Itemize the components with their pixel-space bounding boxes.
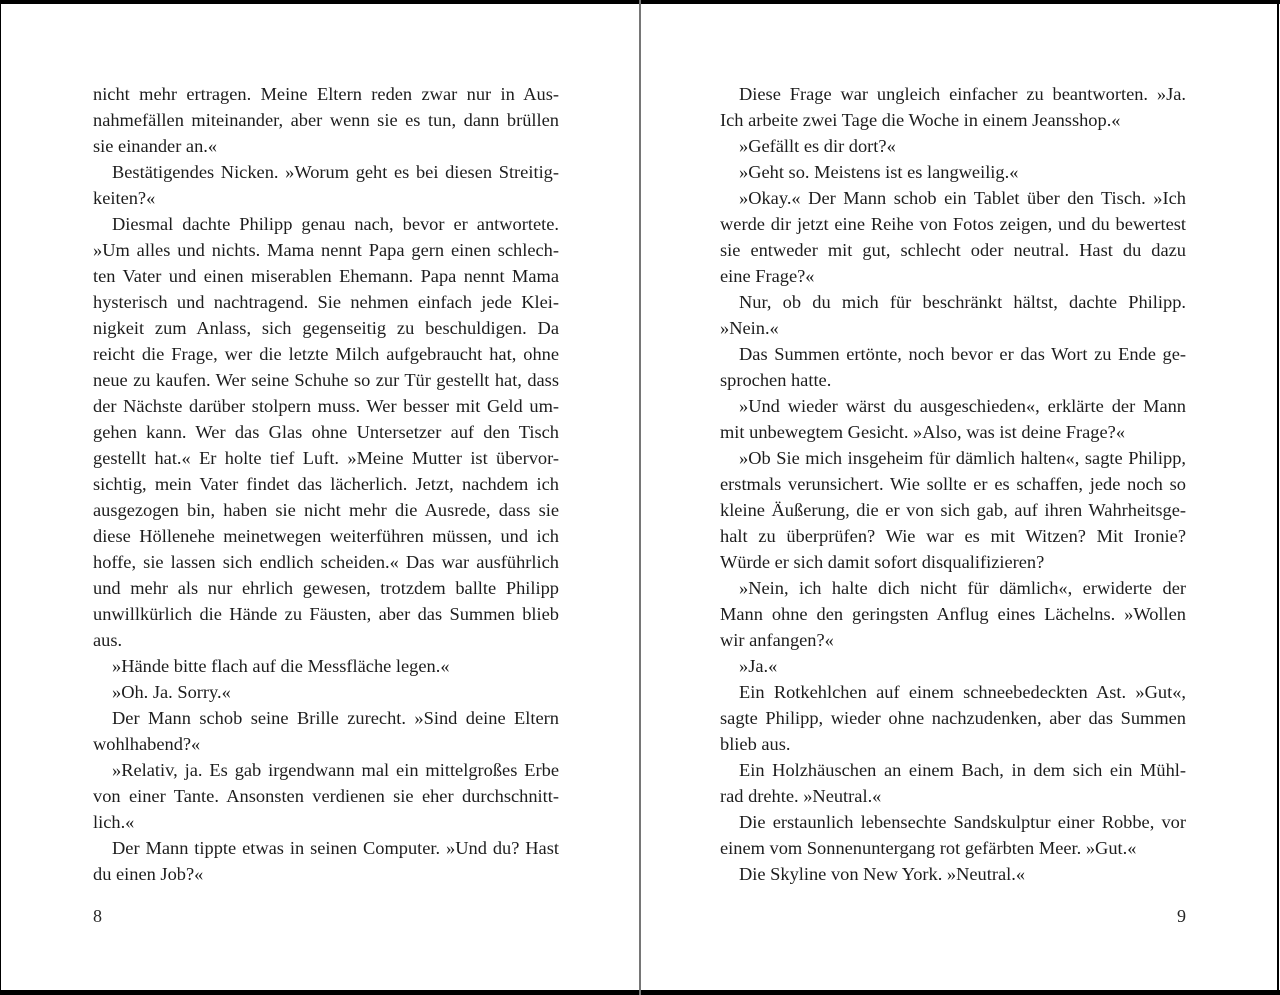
text-line: kleine Äußerung, die er von sich gab, auf ihren Wahrheitsge- xyxy=(720,500,1186,520)
text-line: »Hände bitte flach auf die Messfläche legen.« xyxy=(112,656,450,676)
text-line: lich.« xyxy=(93,812,135,832)
text-line: rad drehte. »Neutral.« xyxy=(720,786,882,806)
page-number-left: 8 xyxy=(93,906,102,926)
text-line: Ein Rotkehlchen auf einem schneebedeckten Ast. »Gut«, xyxy=(739,682,1186,702)
text-line: aus. xyxy=(93,630,123,650)
text-line: »Gefällt es dir dort?« xyxy=(739,136,896,156)
text-line: Die erstaunlich lebensechte Sandskulptur einer Robbe, vor xyxy=(739,812,1186,832)
text-line: wir anfangen?« xyxy=(720,630,834,650)
text-line: eine Frage?« xyxy=(720,266,815,286)
text-line: einem vom Sonnenuntergang rot gefärbten Meer. »Gut.« xyxy=(720,838,1137,858)
page-right xyxy=(720,81,1186,951)
text-line: Mann ohne den geringsten Anflug eines Lächelns. »Wollen xyxy=(720,604,1186,624)
page-left xyxy=(93,81,559,951)
text-line: Diese Frage war ungleich einfacher zu beantworten. »Ja. xyxy=(739,84,1186,104)
text-line: sagte Philipp, wieder ohne nachzudenken, aber das Summen xyxy=(720,708,1186,728)
text-line: »Oh. Ja. Sorry.« xyxy=(112,682,231,702)
text-line: hoffe, sie lassen sich endlich scheiden.« Das war ausführlich xyxy=(93,552,559,572)
text-line: blieb aus. xyxy=(720,734,791,754)
text-line: Nur, ob du mich für beschränkt hältst, dachte Philipp. xyxy=(739,292,1186,312)
text-line: nigkeit zum Anlass, sich gegenseitig zu beschuldigen. Da xyxy=(93,318,559,338)
text-line: »Ja.« xyxy=(739,656,778,676)
text-line: werde dir jetzt eine Reihe von Fotos zeigen, und du bewertest xyxy=(720,214,1186,234)
text-line: Ich arbeite zwei Tage die Woche in einem Jeansshop.« xyxy=(720,110,1121,130)
page-right-text-block xyxy=(720,81,1186,887)
text-line: neue zu kaufen. Wer seine Schuhe so zur Tür gestellt hat, dass xyxy=(93,370,559,390)
text-line: »Geht so. Meistens ist es langweilig.« xyxy=(739,162,1019,182)
text-line: wohlhabend?« xyxy=(93,734,201,754)
text-line: Die Skyline von New York. »Neutral.« xyxy=(739,864,1026,884)
page-number-right: 9 xyxy=(1177,906,1186,926)
text-line: nahmefällen miteinander, aber wenn sie es tun, dann brüllen xyxy=(93,110,559,130)
text-line: unwillkürlich die Hände zu Fäusten, aber das Summen blieb xyxy=(93,604,559,624)
text-line: »Und wieder wärst du ausgeschieden«, erklärte der Mann xyxy=(739,396,1186,416)
text-line: hysterisch und nachtragend. Sie nehmen einfach jede Klei- xyxy=(93,292,559,312)
text-line: und mehr als nur ehrlich gewesen, trotzdem ballte Philipp xyxy=(93,578,559,598)
text-line: nicht mehr ertragen. Meine Eltern reden zwar nur in Aus- xyxy=(93,84,559,104)
text-line: Der Mann schob seine Brille zurecht. »Sind deine Eltern xyxy=(112,708,559,728)
text-line: halt zu überprüfen? Wie war es mit Witzen? Mit Ironie? xyxy=(720,526,1186,546)
text-line: reicht die Frage, wer die letzte Milch aufgebraucht hat, ohne xyxy=(93,344,559,364)
text-line: du einen Job?« xyxy=(93,864,204,884)
text-line: Das Summen ertönte, noch bevor er das Wort zu Ende ge- xyxy=(739,344,1186,364)
page-left-text-block xyxy=(93,81,559,887)
text-line: gehen kann. Wer das Glas ohne Untersetzer auf den Tisch xyxy=(93,422,559,442)
text-line: Ein Holzhäuschen an einem Bach, in dem sich ein Mühl- xyxy=(739,760,1186,780)
text-line: »Nein.« xyxy=(720,318,779,338)
text-line: »Nein, ich halte dich nicht für dämlich«, erwiderte der xyxy=(739,578,1186,598)
text-line: »Um alles und nichts. Mama nennt Papa gern einen schlech- xyxy=(93,240,559,260)
text-line: sichtig, mein Vater findet das lächerlich. Jetzt, nachdem ich xyxy=(93,474,559,494)
right-page-edge xyxy=(1277,0,1279,995)
text-line: diese Höllenehe meinetwegen weiterführen müssen, und ich xyxy=(93,526,559,546)
left-page-edge xyxy=(0,0,1,995)
text-line: sprochen hatte. xyxy=(720,370,832,390)
text-line: sie entweder mit gut, schlecht oder neutral. Hast du dazu xyxy=(720,240,1186,260)
spine-divider xyxy=(639,0,641,995)
text-line: ausgezogen bin, haben sie nicht mehr die Ausrede, dass sie xyxy=(93,500,559,520)
text-line: »Okay.« Der Mann schob ein Tablet über den Tisch. »Ich xyxy=(739,188,1186,208)
text-line: ten Vater und einen miserablen Ehemann. Papa nennt Mama xyxy=(93,266,559,286)
text-line: der Nächste darüber stolpern muss. Wer besser mit Geld um- xyxy=(93,396,559,416)
text-line: Der Mann tippte etwas in seinen Computer. »Und du? Hast xyxy=(112,838,559,858)
text-line: Bestätigendes Nicken. »Worum geht es bei diesen Streitig- xyxy=(112,162,559,182)
text-line: mit unbewegtem Gesicht. »Also, was ist deine Frage?« xyxy=(720,422,1126,442)
text-line: erstmals verunsichert. Wie sollte er es schaffen, jede noch so xyxy=(720,474,1186,494)
text-line: gestellt hat.« Er holte tief Luft. »Meine Mutter ist übervor- xyxy=(93,448,559,468)
text-line: Würde er sich damit sofort disqualifizieren? xyxy=(720,552,1045,572)
text-line: von einer Tante. Ansonsten verdienen sie eher durchschnitt- xyxy=(93,786,559,806)
text-line: »Ob Sie mich insgeheim für dämlich halten«, sagte Philipp, xyxy=(739,448,1186,468)
text-line: keiten?« xyxy=(93,188,156,208)
text-line: Diesmal dachte Philipp genau nach, bevor er antwortete. xyxy=(112,214,559,234)
text-line: sie einander an.« xyxy=(93,136,218,156)
text-line: »Relativ, ja. Es gab irgendwann mal ein mittelgroßes Erbe xyxy=(112,760,559,780)
